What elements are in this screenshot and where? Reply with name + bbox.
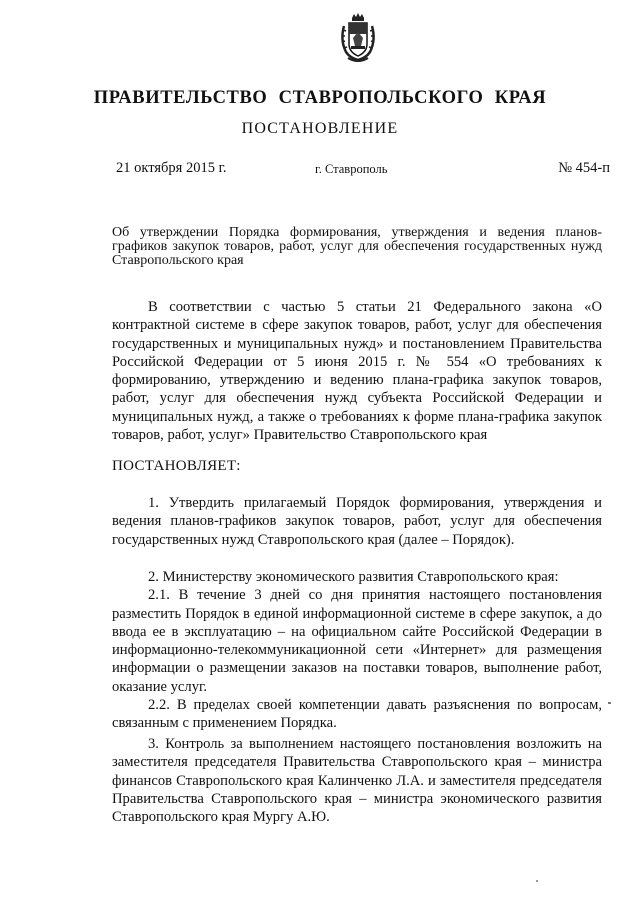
scan-speck [536, 880, 538, 882]
item-2-2-text: 2.2. В пределах своей компетенции давать разъяснения по вопросам, связанным с применением Порядка. [112, 697, 602, 732]
government-title: ПРАВИТЕЛЬСТВО СТАВРОПОЛЬСКОГО КРАЯ [93, 88, 547, 108]
item-2-1-text: 2.1. В течение 3 дней со дня принятия настоящего постановления разместить Порядок в единой информационной системе в сфере закупок, а до ввода ее в эксплуатацию – на официальном сайте Российской Федерации в информационно-телекоммуникационной сети «Интернет» для размещения информации о размещении заказов на поставки товаров, выполнение работ, оказание услуг. [112, 587, 602, 695]
item-1-text: 1. Утвердить прилагаемый Порядок формирования, утверждения и ведения планов-графиков закупок товаров, работ, услуг для обеспечения государственных нужд Ставропольского края (далее – Порядок). [112, 495, 602, 548]
preamble-text: В соответствии с частью 5 статьи 21 Федерального закона «О контрактной системе в сфере закупок товаров, работ, услуг для обеспечения государственных и муниципальных нужд» и постановлением Правительства Российской Федерации от 5 июня 2015 г. № 554 «О требованиях к формированию, утверждению и ведению плана-графика закупок товаров, работ, услуг для обеспечения нужд субъекта Российской Федерации и муниципальных нужд, а также о требованиях к форме плана-графика закупок товаров, работ, услуг» Правительство Ставропольского края [112, 299, 602, 444]
item-2-text: 2. Министерству экономического развития Ставропольского края: [148, 569, 559, 585]
stavropol-coat-of-arms-icon [338, 12, 378, 64]
document-city: г. Ставрополь [315, 162, 388, 176]
document-date: 21 октября 2015 г. [116, 160, 227, 176]
item-1-paragraph [112, 494, 602, 549]
item-3-paragraph [112, 735, 602, 826]
document-number: № 454-п [558, 160, 610, 176]
item-2-block [112, 568, 602, 733]
document-subject: Об утверждении Порядка формирования, утверждения и ведения планов-графиков закупок товаров, работ, услуг для обеспечения государственных нужд Ставропольского края [112, 225, 602, 268]
document-type: ПОСТАНОВЛЕНИЕ [241, 120, 399, 137]
preamble-paragraph [112, 298, 602, 444]
scan-speck [608, 702, 611, 704]
item-3-text: 3. Контроль за выполнением настоящего постановления возложить на заместителя председателя Правительства Ставропольского края – министра финансов Ставропольского края Калинченко Л.А. и заместителя председателя Правительства Ставропольского края – министра экономического развития Ставропольского края Мургу А.Ю. [112, 736, 602, 826]
resolves-heading: ПОСТАНОВЛЯЕТ: [112, 458, 241, 474]
